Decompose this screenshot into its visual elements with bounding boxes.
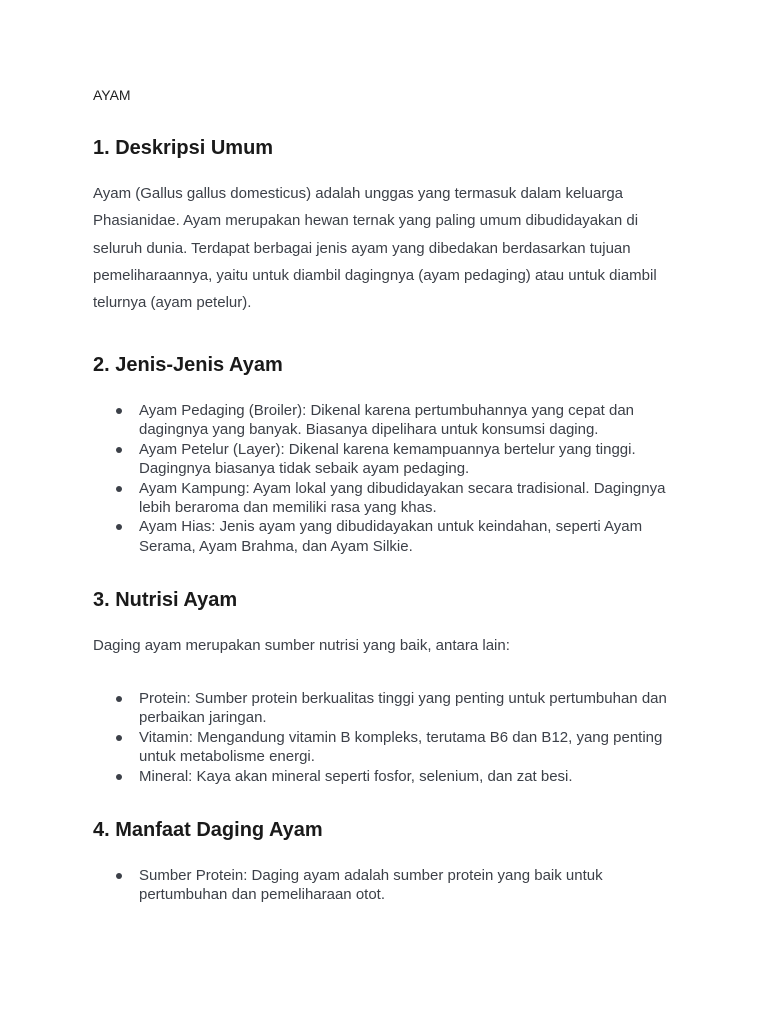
nutrisi-ayam-list <box>93 689 683 786</box>
manfaat-daging-list <box>93 866 683 905</box>
list-item-text: Ayam Hias: Jenis ayam yang dibudidayakan untuk keindahan, seperti Ayam Serama, Ayam Brahma, dan Ayam Silkie. <box>139 518 643 555</box>
bullet-icon <box>116 408 122 414</box>
section-paragraph-deskripsi-umum: Ayam (Gallus gallus domesticus) adalah unggas yang termasuk dalam keluarga Phasianidae. Ayam merupakan hewan ternak yang paling umum dibudidayakan di seluruh dunia. Terdapat berbagai jenis ayam yang dibedakan berdasarkan tujuan pemeliharaannya, yaitu untuk diambil dagingnya (ayam pedaging) atau untuk diambil telurnya (ayam petelur). <box>93 185 657 312</box>
list-item-text: Ayam Kampung: Ayam lokal yang dibudidayakan secara tradisional. Dagingnya lebih beraroma dan memiliki rasa yang khas. <box>139 479 666 517</box>
list-item-text: Ayam Petelur (Layer): Dikenal karena kemampuannya bertelur yang tinggi. Dagingnya biasanya tidak sebaik ayam pedaging. <box>139 440 636 478</box>
section-heading-manfaat-daging-ayam: 4. Manfaat Daging Ayam <box>93 819 323 841</box>
bullet-icon <box>116 486 122 492</box>
list-item <box>93 866 683 905</box>
document-title: AYAM <box>93 87 131 103</box>
list-item <box>93 401 683 440</box>
section-heading-nutrisi-ayam: 3. Nutrisi Ayam <box>93 589 238 611</box>
bullet-icon <box>116 774 122 780</box>
jenis-ayam-list <box>93 401 683 556</box>
bullet-icon <box>116 696 122 702</box>
section-heading-jenis-jenis-ayam: 2. Jenis-Jenis Ayam <box>93 354 283 376</box>
list-item <box>93 767 683 786</box>
list-item <box>93 479 683 518</box>
list-item <box>93 517 683 556</box>
section-heading-deskripsi-umum: 1. Deskripsi Umum <box>93 137 274 159</box>
bullet-icon <box>116 873 122 879</box>
list-item-text: Protein: Sumber protein berkualitas tinggi yang penting untuk pertumbuhan dan perbaikan jaringan. <box>139 690 667 727</box>
bullet-icon <box>116 735 122 741</box>
section-paragraph-nutrisi-ayam: Daging ayam merupakan sumber nutrisi yang baik, antara lain: <box>93 637 510 654</box>
list-item-text: Ayam Pedaging (Broiler): Dikenal karena pertumbuhannya yang cepat dan dagingnya yang banyak. Biasanya dipelihara untuk konsumsi daging. <box>139 402 635 439</box>
list-item <box>93 689 683 728</box>
list-item <box>93 728 683 767</box>
bullet-icon <box>116 524 122 530</box>
list-item-text: Mineral: Kaya akan mineral seperti fosfor, selenium, dan zat besi. <box>139 767 573 785</box>
list-item-text: Sumber Protein: Daging ayam adalah sumber protein yang baik untuk pertumbuhan dan pemeliharaan otot. <box>139 867 603 904</box>
list-item <box>93 440 683 479</box>
bullet-icon <box>116 447 122 453</box>
list-item-text: Vitamin: Mengandung vitamin B kompleks, terutama B6 dan B12, yang penting untuk metabolisme energi. <box>139 728 663 766</box>
